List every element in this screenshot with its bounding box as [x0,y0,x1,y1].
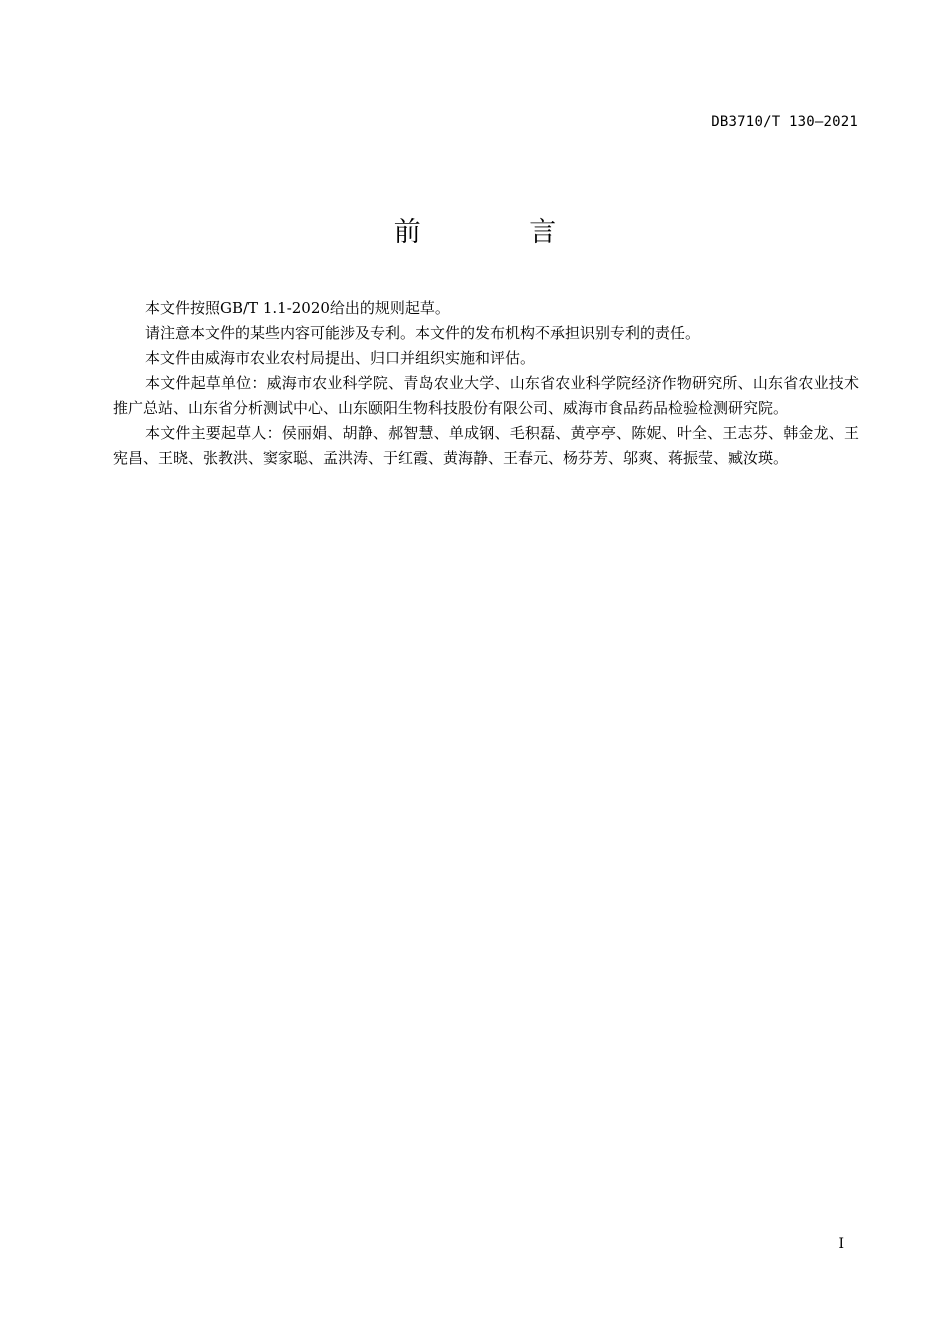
preface-body [113,296,859,471]
section-title: 前 言 [393,217,607,248]
paragraph-patent-notice: 请注意本文件的某些内容可能涉及专利。本文件的发布机构不承担识别专利的责任。 [145,324,701,342]
paragraph-drafting-units: 本文件起草单位：威海市农业科学院、青岛农业大学、山东省农业科学院经济作物研究所、山东省农业技术推广总站、山东省分析测试中心、山东颐阳生物科技股份有限公司、威海市食品药品检验检测研究院。 [113,374,859,417]
page-number: I [838,1236,844,1252]
document-code: DB3710/T 130—2021 [711,114,858,130]
paragraph-drafting-rules: 本文件按照GB/T 1.1-2020给出的规则起草。 [145,299,450,317]
paragraph-drafters: 本文件主要起草人：侯丽娟、胡静、郝智慧、单成钢、毛积磊、黄亭亭、陈妮、叶全、王志芬、韩金龙、王宪昌、王晓、张教洪、窦家聪、孟洪涛、于红霞、黄海静、王春元、杨芬芳、邬爽、蒋振莹、臧汝瑛。 [113,424,859,467]
paragraph-proposer: 本文件由威海市农业农村局提出、归口并组织实施和评估。 [145,349,536,367]
